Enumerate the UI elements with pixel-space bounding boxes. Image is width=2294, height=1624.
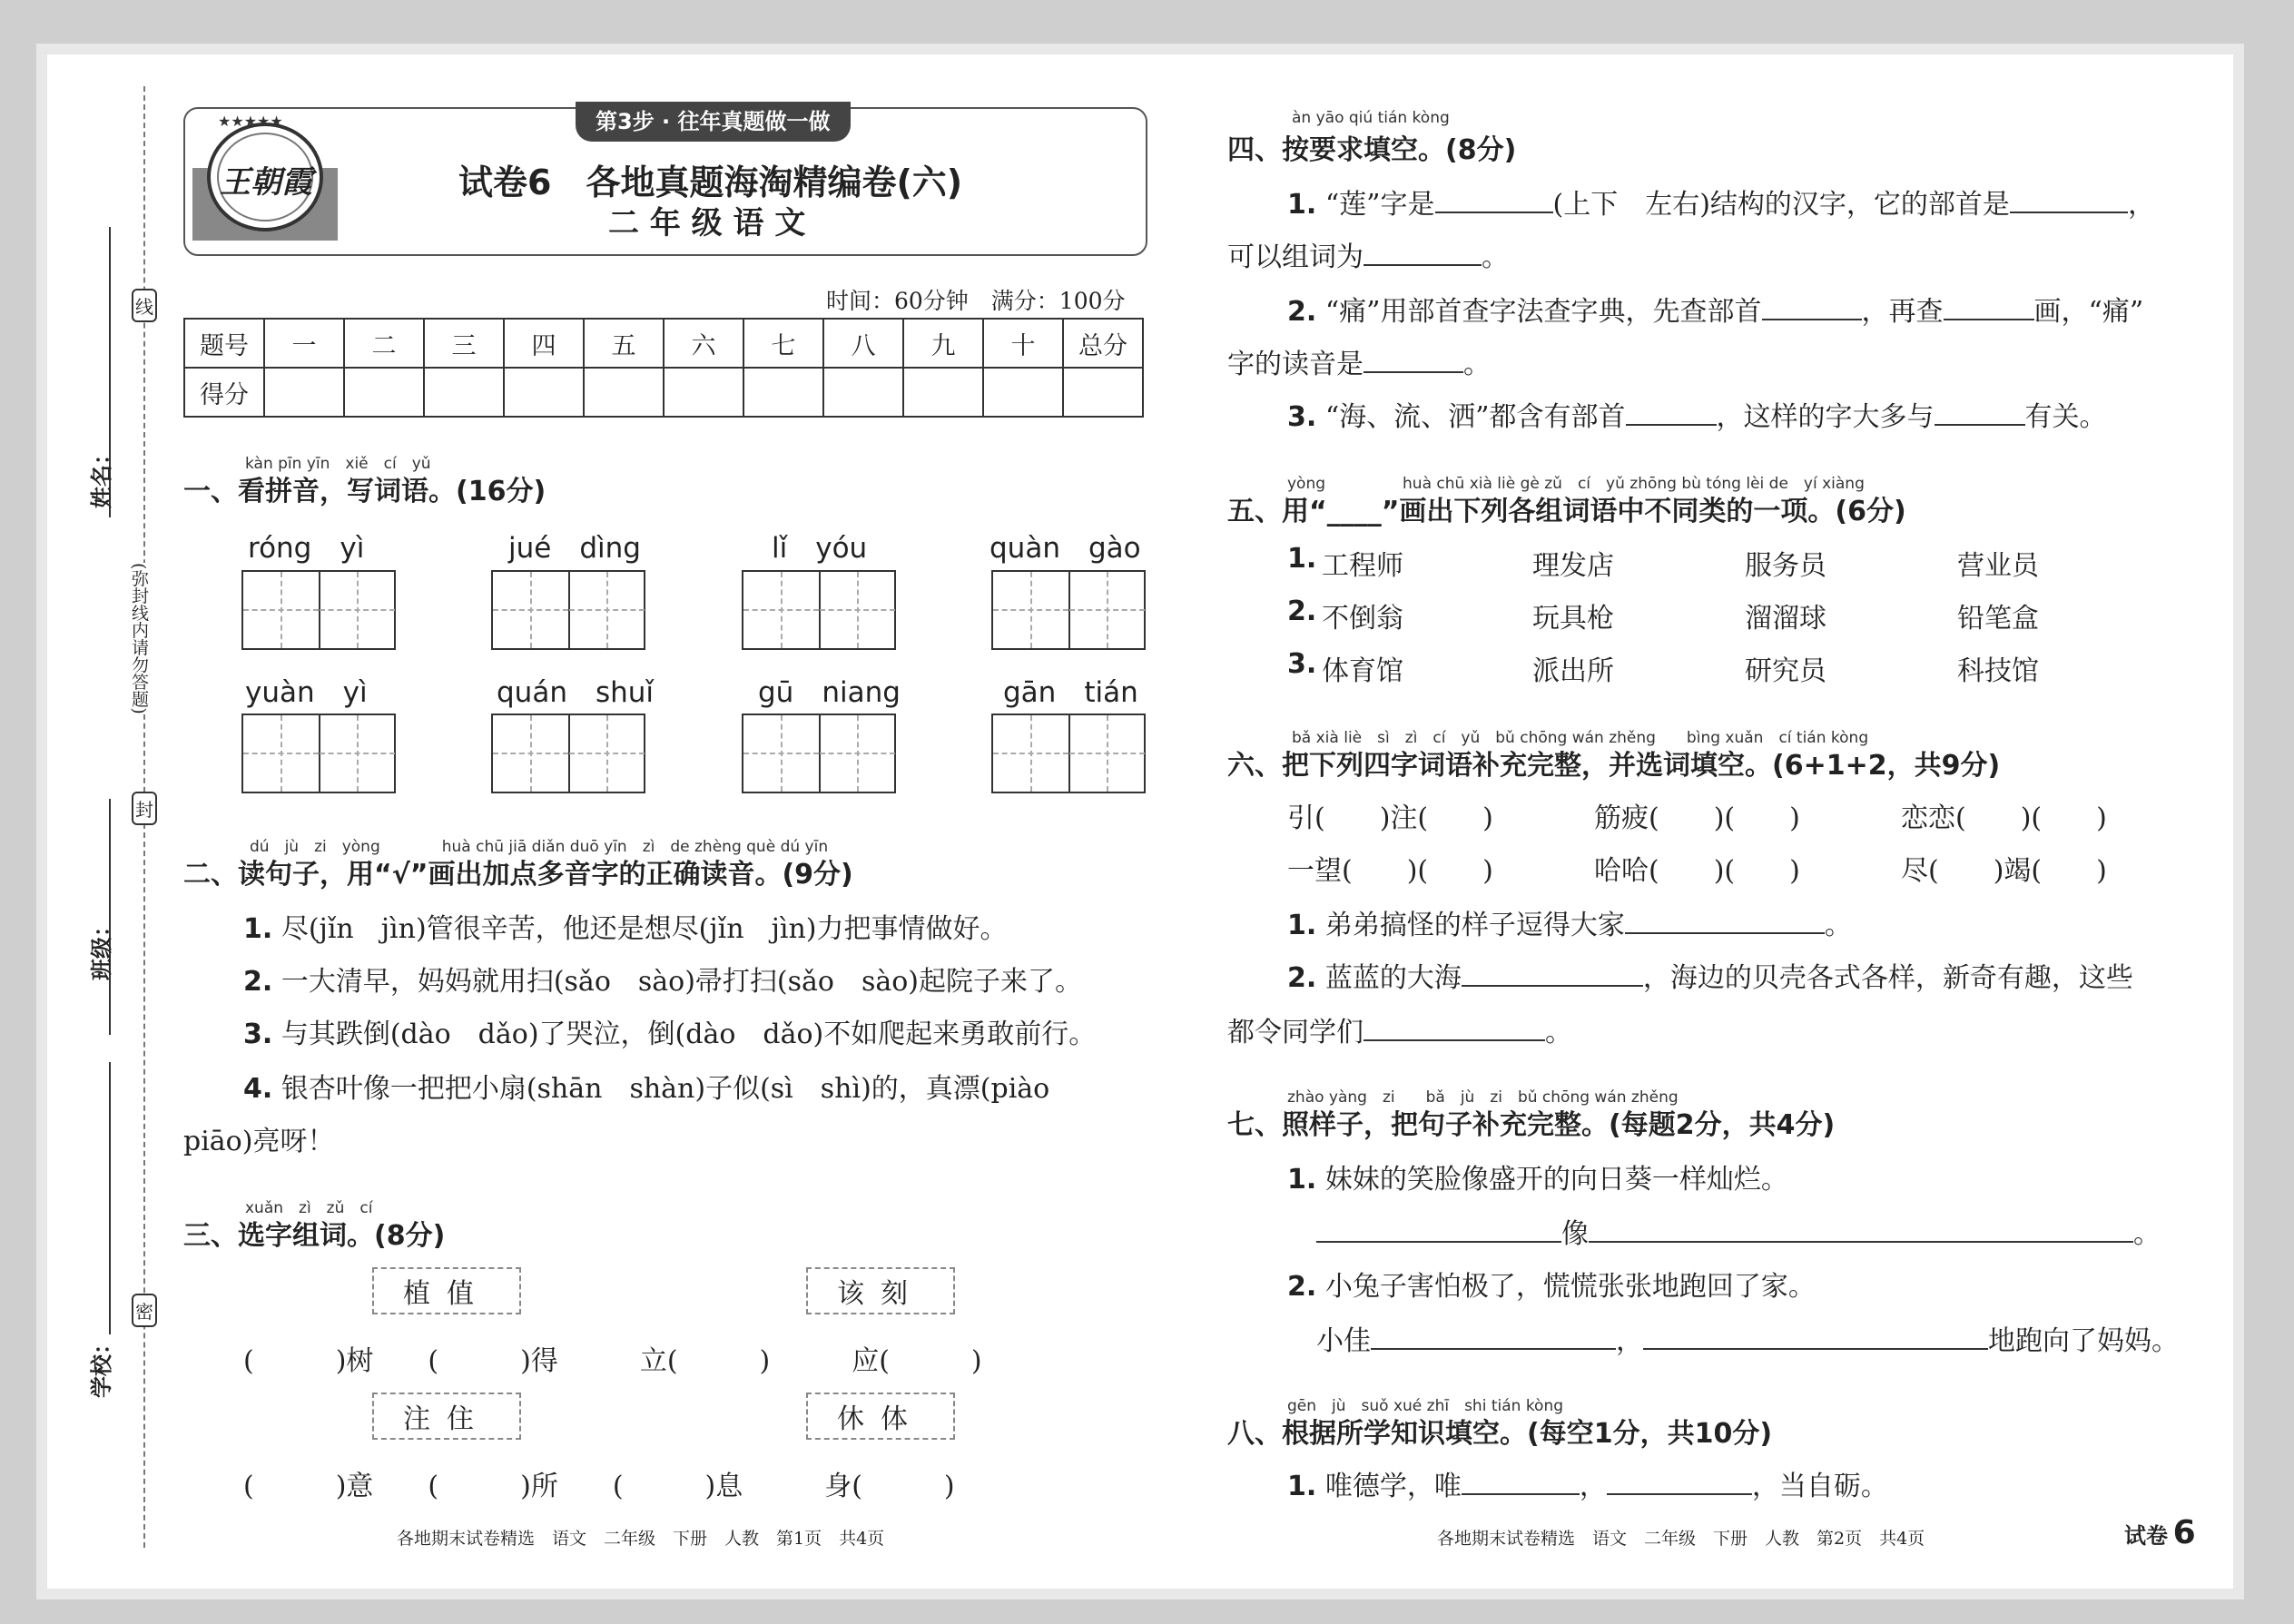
q6-l1b: 。 <box>1824 910 1852 941</box>
q6-idiom[interactable]: 引( )注( ) <box>1287 802 1493 834</box>
answer-blank[interactable] <box>1435 188 1553 213</box>
score-col-1: 一 <box>264 319 344 368</box>
answer-blank[interactable] <box>1762 295 1862 320</box>
q8-l1b: ， <box>1579 1471 1607 1502</box>
step-label: 第3步 · 往年真题做一做 <box>576 102 851 142</box>
q4-l3b: ，再查 <box>1861 296 1944 328</box>
score-cell[interactable] <box>664 368 743 417</box>
q3-pinyin: xuǎn zì zǔ cí <box>245 1199 373 1217</box>
q4-l3c: 画，“痛” <box>2033 296 2144 328</box>
q6-l2a: 蓝蓝的大海 <box>1324 962 1462 994</box>
q8-l1a: 唯德学，唯 <box>1324 1471 1462 1502</box>
logo-emblem <box>192 113 338 248</box>
score-cell[interactable] <box>903 368 983 417</box>
q4-line-5: 3. “海、流、洒”都含有部首 ，这样的字大多与 有关。 <box>1287 401 2107 433</box>
svg-text:★★★★★: ★★★★★ <box>218 113 283 130</box>
writing-grid[interactable] <box>742 714 896 793</box>
answer-blank[interactable] <box>1371 1324 1616 1350</box>
q4-l5b: ，这样的字大多与 <box>1716 401 1935 433</box>
q3-row-1[interactable]: ( )树 ( )得 立( ) 应( ) <box>243 1345 982 1377</box>
q6-pinyin: bǎ xià liè sì zì cí yǔ bǔ chōng wán zhěng bìng xuǎn cí tián kòng <box>1292 729 1869 747</box>
q4-l1c: ， <box>2127 189 2155 221</box>
score-col-4: 四 <box>504 319 584 368</box>
q5-item[interactable]: 铅笔盒 <box>1957 603 2039 635</box>
q5-item[interactable]: 溜溜球 <box>1745 603 1826 635</box>
q5-item[interactable]: 体育馆 <box>1322 655 1403 687</box>
q4-l1b: (上下 左右)结构的汉字，它的部首是 <box>1552 189 2010 221</box>
q7-s2b-start: 小佳 <box>1316 1325 1371 1357</box>
q5-row-1: 1. <box>1287 543 1317 575</box>
q7-s2: 小兔子害怕极了，慌慌张张地跑回了家。 <box>1324 1271 1816 1303</box>
exam-badge <box>2124 1514 2196 1551</box>
q5-item[interactable]: 营业员 <box>1957 550 2039 582</box>
q4-line-1: 1. “莲”字是 (上下 左右)结构的汉字，它的部首是 ， <box>1287 189 2155 221</box>
score-col-8: 八 <box>823 319 903 368</box>
q6-l2b: ，海边的贝壳各式各样，新奇有趣，这些 <box>1642 962 2133 994</box>
score-cell[interactable] <box>264 368 344 417</box>
q6-l1a: 弟弟搞怪的样子逗得大家 <box>1324 910 1625 941</box>
q4-l5a: “海、流、洒”都含有部首 <box>1324 401 1626 433</box>
q5-row-3: 3. <box>1287 648 1317 680</box>
q6-idiom[interactable]: 尽( )竭( ) <box>1901 855 2107 887</box>
q1-word-5: yuàn yì <box>245 676 368 709</box>
q6-line-1: 1. 弟弟搞怪的样子逗得大家 。 <box>1287 910 1852 941</box>
q7-title: 七、照样子，把句子补充完整。(每题2分，共4分) <box>1227 1109 1836 1141</box>
q5-item[interactable]: 工程师 <box>1322 550 1403 582</box>
q4-l3a: “痛”用部首查字法查字典，先查部首 <box>1324 296 1762 328</box>
q1-pinyin: kàn pīn yīn xiě cí yǔ <box>245 455 431 473</box>
writing-grid[interactable] <box>241 570 396 650</box>
badge-number: 6 <box>2172 1514 2196 1551</box>
score-col-9: 九 <box>903 319 983 368</box>
answer-blank[interactable] <box>2010 188 2128 213</box>
q5-item[interactable]: 科技馆 <box>1957 655 2039 687</box>
q4-pinyin: àn yāo qiú tián kòng <box>1292 109 1450 127</box>
q7-s1b-end: 。 <box>2133 1218 2161 1250</box>
q6-idiom[interactable]: 一望( )( ) <box>1287 855 1493 887</box>
writing-grid[interactable] <box>491 714 645 793</box>
score-col-header: 题号 <box>184 319 264 368</box>
q7-pinyin: zhào yàng zi bǎ jù zi bǔ chōng wán zhěng <box>1287 1088 1679 1107</box>
q3-char-box-1: 植值 <box>372 1267 521 1314</box>
q7-sentence-1: 1. 妹妹的笑脸像盛开的向日葵一样灿烂。 <box>1287 1164 1788 1196</box>
q4-l2a: 可以组词为 <box>1227 241 1364 273</box>
answer-blank[interactable] <box>1589 1217 2133 1243</box>
score-cell[interactable] <box>823 368 903 417</box>
q4-line-4 <box>1227 341 1491 381</box>
q3-row-2[interactable]: ( )意 ( )所 ( )息 身( ) <box>243 1471 955 1502</box>
answer-blank[interactable] <box>1935 400 2025 426</box>
q7-s2b-mid: ， <box>1616 1325 1643 1357</box>
q3-title: 三、选字组词。(8分) <box>183 1220 446 1252</box>
q5-item[interactable]: 研究员 <box>1745 655 1826 687</box>
q6-idiom[interactable]: 哈哈( )( ) <box>1594 855 1800 887</box>
school-label: 学校： <box>89 1333 114 1398</box>
score-cell[interactable] <box>344 368 424 417</box>
q5-item[interactable]: 理发店 <box>1532 550 1614 582</box>
q4-l4a: 字的读音是 <box>1227 349 1364 380</box>
q7-answer-2 <box>1316 1318 2179 1358</box>
q5-item[interactable]: 服务员 <box>1745 550 1826 582</box>
q1-title: 一、看拼音，写词语。(16分) <box>183 476 546 507</box>
q7-s1b-mid: 像 <box>1561 1218 1589 1250</box>
q4-l2b: 。 <box>1482 241 1509 273</box>
score-col-5: 五 <box>584 319 664 368</box>
q1-word-4: quàn gào <box>989 532 1141 565</box>
footer-right: 各地期末试卷精选 语文 二年级 下册 人教 第2页 共4页 <box>1437 1529 1925 1549</box>
answer-blank[interactable] <box>1462 961 1643 987</box>
answer-blank[interactable] <box>1625 909 1825 934</box>
q8-l1c: ，当自砺。 <box>1751 1471 1888 1502</box>
writing-grid[interactable] <box>991 714 1146 793</box>
q6-idiom[interactable]: 恋恋( )( ) <box>1901 802 2107 834</box>
exam-title: 试卷6 各地真题海淘精编卷(六) <box>458 162 963 202</box>
name-label: 姓名： <box>89 443 114 508</box>
score-row-label: 得分 <box>184 368 264 417</box>
q1-word-3: lǐ yóu <box>772 532 868 565</box>
answer-blank[interactable] <box>1626 400 1717 426</box>
q2-sentence-2: 2. 一大清早，妈妈就用扫(sǎo sào)帚打扫(sǎo sào)起院子来了。 <box>243 966 1083 998</box>
score-col-10: 十 <box>983 319 1063 368</box>
logo-text: 王朝霞 <box>220 164 312 201</box>
score-cell[interactable] <box>424 368 504 417</box>
secret-char: 密 <box>132 1294 157 1327</box>
answer-blank[interactable] <box>1364 1016 1545 1041</box>
q1-word-1: róng yì <box>248 532 365 565</box>
q7-s2b-end: 地跑向了妈妈。 <box>1988 1325 2179 1357</box>
score-col-6: 六 <box>664 319 743 368</box>
footer-left: 各地期末试卷精选 语文 二年级 下册 人教 第1页 共4页 <box>397 1529 885 1549</box>
score-col-total: 总分 <box>1063 319 1143 368</box>
q6-l3a: 都令同学们 <box>1227 1017 1364 1048</box>
q8-line-1: 1. 唯德学，唯 ， ，当自砺。 <box>1287 1471 1888 1502</box>
q5-item[interactable]: 不倒翁 <box>1322 603 1403 635</box>
score-cell[interactable] <box>504 368 584 417</box>
q6-line-2: 2. 蓝蓝的大海 ，海边的贝壳各式各样，新奇有趣，这些 <box>1287 962 2133 994</box>
q4-l5c: 有关。 <box>2024 401 2107 433</box>
q1-word-2: jué dìng <box>508 532 641 565</box>
q1-word-7: gū niang <box>758 676 901 709</box>
school-field-line <box>109 1062 111 1334</box>
q2-s1-text: 尽(jǐn jìn)管很辛苦，他还是想尽(jǐn jìn)力把事情做好。 <box>281 913 1008 945</box>
q7-sentence-2: 2. 小兔子害怕极了，慌慌张张地跑回了家。 <box>1287 1271 1816 1303</box>
q6-line-3 <box>1227 1009 1572 1049</box>
exam-subtitle: 二 年 级 语 文 <box>608 205 806 241</box>
answer-blank[interactable] <box>1944 295 2034 320</box>
answer-blank[interactable] <box>1607 1470 1752 1495</box>
q8-pinyin: gēn jù suǒ xué zhī shi tián kòng <box>1287 1397 1564 1415</box>
writing-grid[interactable] <box>742 570 896 650</box>
writing-grid[interactable] <box>991 570 1146 650</box>
binding-notice: (弥封线内请勿答题) <box>129 563 149 714</box>
q5-item[interactable]: 派出所 <box>1532 655 1614 687</box>
q2-s4-text: 银杏叶像一把把小扇(shān shàn)子似(sì shì)的，真漂(piào <box>281 1073 1050 1105</box>
class-label: 班级： <box>89 915 114 980</box>
q4-l4b: 。 <box>1463 349 1491 380</box>
q7-answer-1 <box>1316 1211 2161 1251</box>
score-cell[interactable] <box>1063 368 1143 417</box>
score-cell[interactable] <box>983 368 1063 417</box>
q2-s3-text: 与其跌倒(dào dǎo)了哭泣，倒(dào dǎo)不如爬起来勇敢前行。 <box>281 1019 1097 1050</box>
q5-item[interactable]: 玩具枪 <box>1532 603 1614 635</box>
q2-sentence-1: 1. 尽(jǐn jìn)管很辛苦，他还是想尽(jǐn jìn)力把事情做好。 <box>243 913 1008 945</box>
q5-pinyin: yòng huà chū xià liè gè zǔ cí yǔ zhōng bù tóng lèi de yí xiàng <box>1287 475 1865 493</box>
answer-blank[interactable] <box>1364 241 1482 266</box>
q1-word-6: quán shuǐ <box>497 676 655 709</box>
q4-line-2 <box>1227 234 1509 274</box>
score-cell[interactable] <box>743 368 823 417</box>
score-table <box>183 318 1144 418</box>
score-cell[interactable] <box>584 368 664 417</box>
writing-grid[interactable] <box>491 570 645 650</box>
score-col-3: 三 <box>424 319 504 368</box>
score-col-7: 七 <box>743 319 823 368</box>
q5-row-2: 2. <box>1287 595 1317 627</box>
q3-char-box-4: 休体 <box>806 1393 955 1440</box>
q2-sentence-4-cont: piāo)亮呀！ <box>183 1126 335 1157</box>
q6-l3b: 。 <box>1545 1017 1572 1048</box>
q3-char-box-3: 注住 <box>372 1393 521 1440</box>
answer-blank[interactable] <box>1364 348 1463 373</box>
answer-blank[interactable] <box>1643 1324 1988 1350</box>
answer-blank[interactable] <box>1462 1470 1580 1495</box>
q2-title: 二、读句子，用“√”画出加点多音字的正确读音。(9分) <box>183 859 853 891</box>
q2-s2-text: 一大清早，妈妈就用扫(sǎo sào)帚打扫(sǎo sào)起院子来了。 <box>281 966 1083 998</box>
q6-title: 六、把下列四字词语补充完整，并选词填空。(6+1+2，共9分) <box>1227 750 2001 782</box>
q8-title: 八、根据所学知识填空。(每空1分，共10分) <box>1227 1418 1773 1450</box>
badge-label: 试卷 <box>2124 1523 2168 1549</box>
q2-sentence-4: 4. 银杏叶像一把把小扇(shān shàn)子似(sì shì)的，真漂(piào <box>243 1073 1050 1105</box>
seal-char: 封 <box>132 792 157 825</box>
answer-blank[interactable] <box>1316 1217 1561 1243</box>
q5-title: 五、用“____”画出下列各组词语中不同类的一项。(6分) <box>1227 496 1906 527</box>
score-col-2: 二 <box>344 319 424 368</box>
time-score: 时间：60分钟 满分：100分 <box>826 288 1126 314</box>
q2-pinyin: dú jù zi yòng huà chū jiā diǎn duō yīn zì de zhèng què dú yīn <box>250 838 829 856</box>
q7-s1: 妹妹的笑脸像盛开的向日葵一样灿烂。 <box>1324 1164 1788 1196</box>
writing-grid[interactable] <box>241 714 396 793</box>
q4-title: 四、按要求填空。(8分) <box>1227 134 1517 166</box>
q3-char-box-2: 该刻 <box>806 1267 955 1314</box>
q2-sentence-3: 3. 与其跌倒(dào dǎo)了哭泣，倒(dào dǎo)不如爬起来勇敢前行。 <box>243 1019 1097 1050</box>
q4-l1a: “莲”字是 <box>1324 189 1435 221</box>
q1-word-8: gān tián <box>1003 676 1138 709</box>
line-char: 线 <box>132 289 157 322</box>
q4-line-3: 2. “痛”用部首查字法查字典，先查部首 ，再查 画，“痛” <box>1287 296 2144 328</box>
q6-idiom[interactable]: 筋疲( )( ) <box>1594 802 1800 834</box>
